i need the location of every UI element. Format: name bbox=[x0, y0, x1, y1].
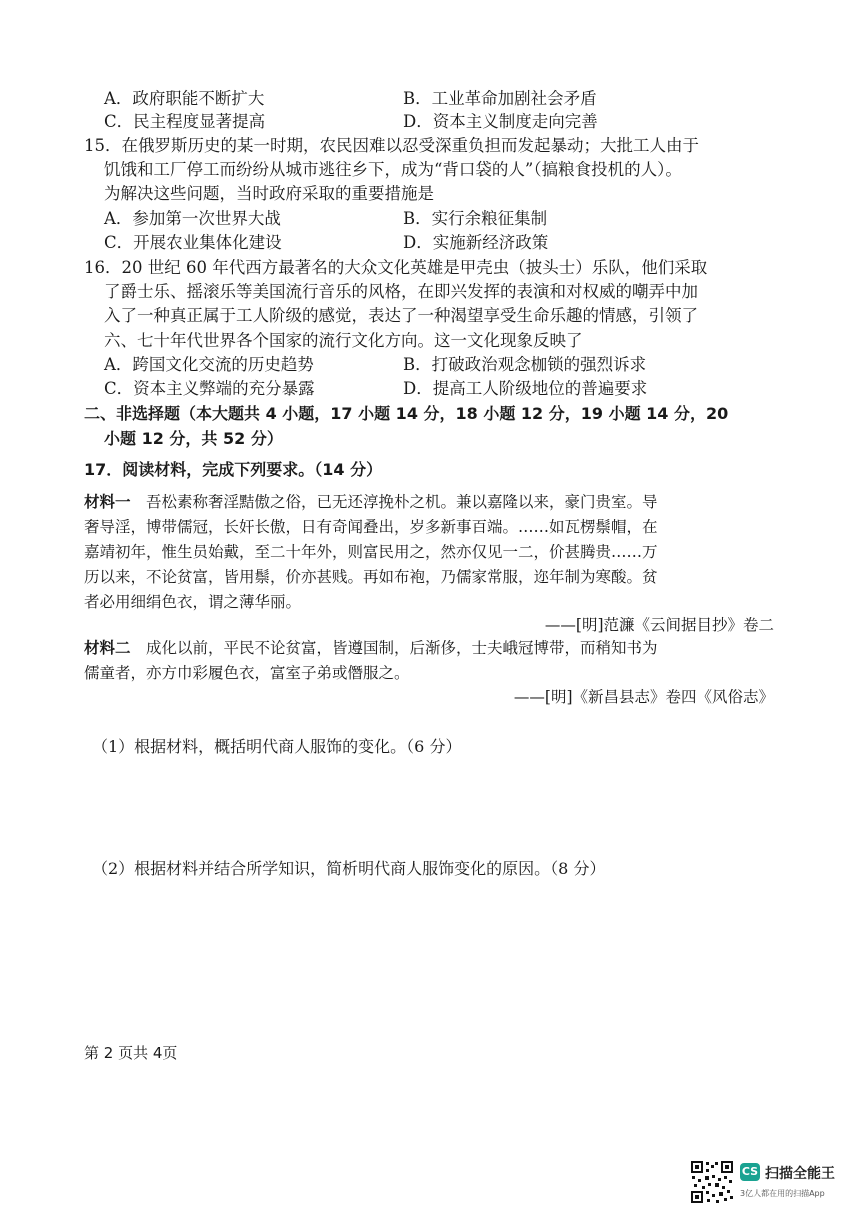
q14-option-c: C．民主程度显著提高 bbox=[104, 112, 266, 131]
material-2-text: 成化以前，平民不论贫富，皆遵国制，后渐侈，士夫峨冠博带，而稍知书为 bbox=[130, 639, 658, 657]
page-footer: 第 2 页共 4页 bbox=[84, 1044, 178, 1062]
q15-stem-line: 为解决这些问题，当时政府采取的重要措施是 bbox=[104, 184, 434, 203]
section-heading: 小题 12 分，共 52 分） bbox=[104, 429, 283, 448]
q15-stem-line: 饥饿和工厂停工而纷纷从城市逃往乡下，成为“背口袋的人”（搞粮食投机的人）。 bbox=[104, 160, 682, 179]
material-2-line bbox=[84, 637, 658, 659]
camscanner-tagline: 3亿人都在用的扫描App bbox=[740, 1189, 825, 1198]
q15-stem-line: 15．在俄罗斯历史的某一时期，农民因难以忍受深重负担而发起暴动；大批工人由于 bbox=[84, 136, 699, 155]
q16-option-c: C．资本主义弊端的充分暴露 bbox=[104, 379, 315, 398]
q15-option-d: D．实施新经济政策 bbox=[403, 233, 549, 252]
material-1-text: 吾松素称奢淫黠傲之俗，已无还淳挽朴之机。兼以嘉隆以来，豪门贵室。导 bbox=[130, 493, 658, 511]
q15-option-a: A．参加第一次世界大战 bbox=[104, 209, 281, 228]
q16-option-b: B．打破政治观念枷锁的强烈诉求 bbox=[403, 355, 647, 374]
section-heading: 二、非选择题（本大题共 4 小题，17 小题 14 分，18 小题 12 分，19 小题 14 分，20 bbox=[84, 404, 729, 423]
q16-stem-line: 16．20 世纪 60 年代西方最著名的大众文化英雄是甲壳虫（披头士）乐队，他们采取 bbox=[84, 258, 708, 277]
material-1-line: 奢导淫，博带儒冠，长奸长傲，日有奇闻叠出，岁多新事百端。……如瓦楞鬃帽，在 bbox=[84, 518, 658, 536]
q15-option-b: B．实行余粮征集制 bbox=[403, 209, 548, 228]
material-1-line: 历以来，不论贫富，皆用鬃，价亦甚贱。再如布袍，乃儒家常服，迩年制为寒酸。贫 bbox=[84, 568, 658, 586]
q16-stem-line: 六、七十年代世界各个国家的流行文化方向。这一文化现象反映了 bbox=[104, 331, 583, 350]
camscanner-brand: 扫描全能王 bbox=[765, 1166, 835, 1182]
material-1-source: ——[明]范濂《云间据目抄》卷二 bbox=[544, 616, 774, 634]
material-1-label: 材料一 bbox=[84, 493, 131, 511]
q16-stem-line: 了爵士乐、摇滚乐等美国流行音乐的风格，在即兴发挥的表演和对权威的嘲弄中加 bbox=[104, 282, 698, 301]
qr-code-icon bbox=[690, 1160, 734, 1204]
material-2-source: ——[明]《新昌县志》卷四《风俗志》 bbox=[513, 688, 774, 706]
q16-option-a: A．跨国文化交流的历史趋势 bbox=[104, 355, 314, 374]
material-1-line: 嘉靖初年，惟生员始戴，至二十年外，则富民用之，然亦仅见一二，价甚腾贵……万 bbox=[84, 543, 658, 561]
q17-subquestion-1: （1）根据材料，概括明代商人服饰的变化。（6 分） bbox=[92, 737, 462, 756]
camscanner-logo-icon: CS bbox=[740, 1163, 760, 1181]
q16-stem-line: 入了一种真正属于工人阶级的感觉，表达了一种渴望享受生命乐趣的情感，引领了 bbox=[104, 306, 698, 325]
q15-option-c: C．开展农业集体化建设 bbox=[104, 233, 282, 252]
material-1-line: 者必用细绢色衣，谓之薄华丽。 bbox=[84, 593, 302, 611]
q16-option-d: D．提高工人阶级地位的普遍要求 bbox=[403, 379, 648, 398]
q14-option-b: B．工业革命加剧社会矛盾 bbox=[403, 89, 597, 108]
q14-option-a: A．政府职能不断扩大 bbox=[104, 89, 265, 108]
material-2-label: 材料二 bbox=[84, 639, 131, 657]
q17-title: 17．阅读材料，完成下列要求。（14 分） bbox=[84, 460, 383, 479]
q14-option-d: D．资本主义制度走向完善 bbox=[403, 112, 598, 131]
material-2-line: 儒童者，亦方巾彩履色衣，富室子弟或僭服之。 bbox=[84, 664, 410, 682]
material-1-line bbox=[84, 491, 658, 513]
q17-subquestion-2: （2）根据材料并结合所学知识，简析明代商人服饰变化的原因。（8 分） bbox=[92, 859, 606, 878]
